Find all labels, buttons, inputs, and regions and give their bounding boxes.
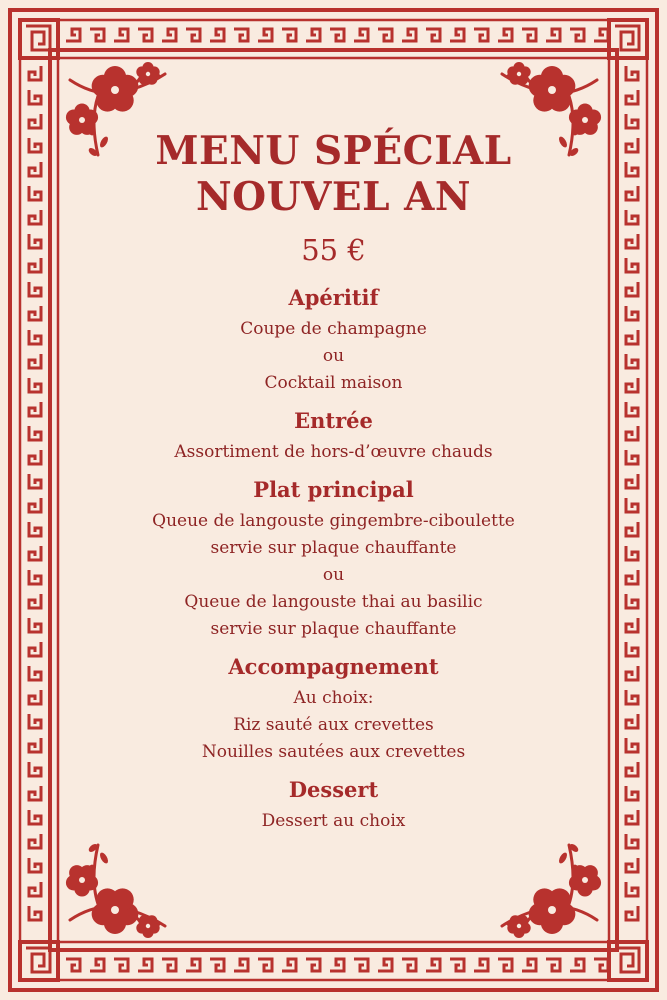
menu-section	[90, 476, 577, 643]
title-line-1: MENU SPÉCIAL	[155, 128, 512, 174]
menu-title	[90, 128, 577, 220]
section-items	[90, 808, 577, 835]
menu-item: ou	[322, 346, 345, 366]
menu-price: 55 €	[301, 233, 366, 267]
menu-item: Dessert au choix	[261, 811, 406, 831]
menu-item: servie sur plaque chauffante	[210, 619, 457, 639]
menu-section	[90, 407, 577, 466]
section-title: Accompagnement	[228, 654, 439, 679]
menu-item: ou	[322, 565, 345, 585]
section-items	[90, 439, 577, 466]
menu-sections	[90, 284, 577, 835]
section-items	[90, 685, 577, 766]
menu-item: Queue de langouste gingembre-ciboulette	[152, 511, 515, 531]
menu-content	[90, 128, 577, 835]
plum-blossom-branch-icon	[495, 828, 607, 940]
plum-blossom-branch-icon	[60, 828, 172, 940]
menu-section	[90, 776, 577, 835]
section-items	[90, 316, 577, 397]
menu-item: Nouilles sautées aux crevettes	[201, 742, 466, 762]
menu-item: Coupe de champagne	[240, 319, 427, 339]
menu-item: Assortiment de hors-d’œuvre chauds	[174, 442, 493, 462]
menu-section	[90, 284, 577, 397]
menu-item: Cocktail maison	[264, 373, 403, 393]
section-title: Entrée	[294, 408, 373, 433]
section-title: Apéritif	[288, 285, 379, 310]
menu-item: Au choix:	[293, 688, 374, 708]
section-title: Dessert	[288, 777, 379, 802]
menu-item: Riz sauté aux crevettes	[233, 715, 434, 735]
section-items	[90, 508, 577, 643]
menu-item: servie sur plaque chauffante	[210, 538, 457, 558]
section-title: Plat principal	[253, 477, 414, 502]
title-line-2: NOUVEL AN	[195, 174, 472, 220]
menu-section	[90, 653, 577, 766]
menu-item: Queue de langouste thai au basilic	[184, 592, 483, 612]
